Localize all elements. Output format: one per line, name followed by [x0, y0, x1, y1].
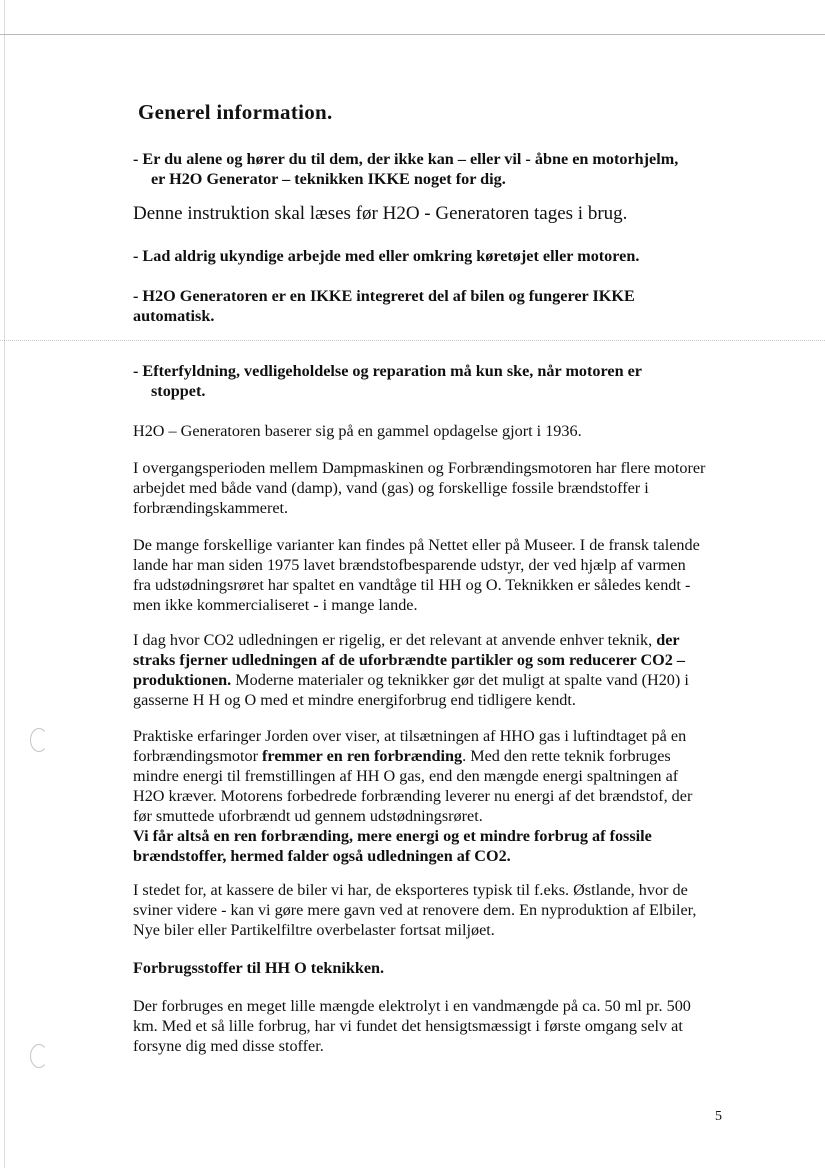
text-line: mindre energi til fremstillingen af HH O gas, end den mængde energi spaltningen af — [133, 767, 679, 785]
text-line: H2O – Generatoren baserer sig på en gammel opdagelse gjort i 1936. — [133, 422, 582, 440]
text-line: fra udstødningsrøret har spaltet en vandtåge til HH og O. Teknikken er således kendt - — [133, 576, 691, 594]
text-line: arbejdet med både vand (damp), vand (gas) og forskellige fossile brændstoffer i — [133, 479, 649, 497]
text-line: km. Med et så lille forbrug, har vi fundet det hensigtsmæssigt i første omgang selv at — [133, 1017, 683, 1035]
bullet-line: - Er du alene og hører du til dem, der ikke kan – eller vil - åbne en motorhjelm, — [133, 150, 679, 168]
paragraph-erfaringer — [133, 726, 733, 866]
text-line: gasserne H H og O med et mindre energiforbrug end tidligere kendt. — [133, 691, 576, 709]
bullet-line: - Lad aldrig ukyndige arbejde med eller omkring køretøjet eller motoren. — [133, 247, 640, 265]
text-line: før smuttede uforbrændt ud gennem udstødningsrøret. — [133, 807, 483, 825]
lead-instruction: Denne instruktion skal læses før H2O - Generatoren tages i brug. — [133, 203, 628, 224]
bullet-line: - H2O Generatoren er en IKKE integreret del af bilen og fungerer IKKE — [133, 287, 635, 305]
text-line: forbrændingskammeret. — [133, 499, 289, 517]
bold-run: der — [656, 631, 680, 649]
bold-run: produktionen. — [133, 671, 232, 689]
section-heading — [133, 958, 733, 978]
text-line: I overgangsperioden mellem Dampmaskinen og Forbrændingsmotoren har flere motorer — [133, 459, 706, 477]
text-line: De mange forskellige varianter kan findes på Nettet eller på Museer. I de fransk talende — [133, 536, 700, 554]
text-line — [133, 746, 733, 766]
paragraph-renovere — [133, 880, 733, 940]
bold-run: brændstoffer, hermed falder også udledningen af CO2. — [133, 847, 511, 865]
text-run: forbrændingsmotor — [133, 747, 263, 765]
text-line: Nye biler eller Partikelfiltre overbelaster fortsat miljøet. — [133, 921, 495, 939]
bullet-line: - Efterfyldning, vedligeholdelse og reparation må kun ske, når motoren er — [133, 362, 642, 380]
text-line: lande har man siden 1975 lavet brændstofbesparende udstyr, der ved hjælp af varmen — [133, 556, 686, 574]
text-line: H2O kræver. Motorens forbedrede forbrænding leverer nu energi af det brændstof, der — [133, 787, 693, 805]
paragraph-varianter — [133, 535, 733, 615]
bullet-efterfyldning — [133, 361, 733, 401]
text-line — [133, 650, 733, 670]
punch-hole — [30, 1044, 48, 1068]
text-line — [133, 826, 733, 846]
top-rule — [0, 34, 825, 35]
text-line: men ikke kommercialiseret - i mange lande. — [133, 596, 418, 614]
paragraph-opdagelse — [133, 421, 733, 441]
bullet-ikke-integreret — [133, 286, 733, 326]
page-number: 5 — [715, 1109, 722, 1124]
text-run: I dag hvor CO2 udledningen er rigelig, er det relevant at anvende enhver teknik, — [133, 631, 657, 649]
bold-run: straks fjerner udledningen af de uforbrændte partikler og som reducerer CO2 – — [133, 651, 685, 669]
text-line: Der forbruges en meget lille mængde elektrolyt i en vandmængde på ca. 50 ml pr. 500 — [133, 997, 691, 1015]
bullet-line: er H2O Generator – teknikken IKKE noget for dig. — [151, 170, 506, 188]
text-run: . Med den rette teknik forbruges — [462, 747, 671, 765]
bold-run: fremmer en ren forbrænding — [262, 747, 463, 765]
text-run: Moderne materialer og teknikker gør det muligt at spalte vand (H20) i — [231, 671, 689, 689]
scan-crease — [0, 340, 825, 341]
page-title: Generel information. — [138, 100, 333, 124]
paragraph-overgangsperioden — [133, 458, 733, 518]
bullet-line: automatisk. — [133, 307, 215, 325]
text-line: sviner videre - kan vi gøre mere gavn ved at renovere dem. En nyproduktion af Elbiler, — [133, 901, 697, 919]
bullet-line: stoppet. — [151, 382, 206, 400]
text-line — [133, 846, 733, 866]
paragraph-co2 — [133, 630, 733, 710]
text-line — [133, 958, 733, 978]
text-line — [133, 630, 733, 650]
text-line: forsyne dig med disse stoffer. — [133, 1037, 324, 1055]
text-line — [133, 670, 733, 690]
bold-run: Vi får altså en ren forbrænding, mere energi og et mindre forbrug af fossile — [133, 827, 652, 845]
bullet-motorhjelm — [133, 149, 733, 189]
bold-run: Forbrugsstoffer til HH O teknikken. — [133, 959, 385, 977]
scan-edge — [4, 0, 5, 1168]
paragraph-forbrug — [133, 996, 733, 1056]
text-line: I stedet for, at kassere de biler vi har, de eksporteres typisk til f.eks. Østlande, hvor de — [133, 881, 688, 899]
text-line: Praktiske erfaringer Jorden over viser, at tilsætningen af HHO gas i luftindtaget på en — [133, 727, 687, 745]
punch-hole — [30, 728, 48, 752]
bullet-ukyndige — [133, 246, 733, 266]
